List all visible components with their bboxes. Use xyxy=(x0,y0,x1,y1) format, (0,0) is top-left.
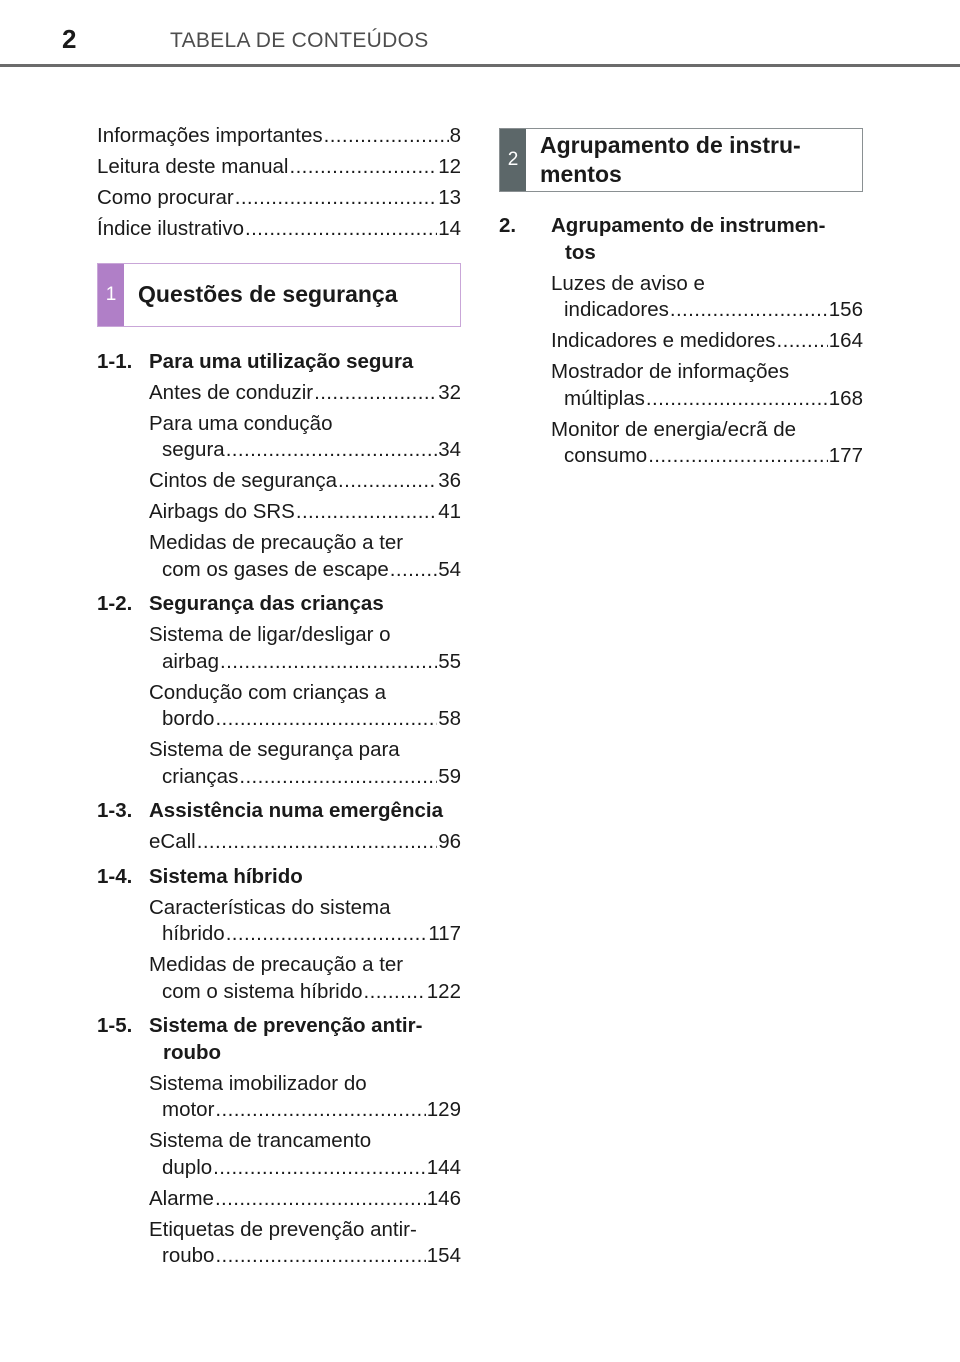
toc-entry-title-line: Monitor de energia/ecrã de xyxy=(551,417,797,441)
leader-dots xyxy=(197,829,437,856)
leader-dots xyxy=(226,921,428,948)
toc-entry[interactable] xyxy=(551,417,863,470)
toc-entry-page: 58 xyxy=(438,707,461,730)
toc-entry-title-line: Sistema de trancamento xyxy=(149,1129,372,1152)
toc-entry-page: 144 xyxy=(426,1155,461,1179)
toc-entry[interactable] xyxy=(149,829,461,856)
subsection-heading[interactable] xyxy=(97,349,461,376)
toc-entry-line xyxy=(149,706,461,733)
toc-left-column xyxy=(97,123,461,1274)
subsection-items xyxy=(97,829,461,856)
subsection-number: 2. xyxy=(499,214,517,237)
section-2-title-line: Agrupamento de instru- xyxy=(540,132,801,158)
subsection-title-line: Agrupamento de instrumen- xyxy=(551,214,826,237)
toc-entry-title: Antes de conduzir xyxy=(149,380,314,404)
toc-entry-line xyxy=(149,557,461,584)
subsection-title-line: Sistema de prevenção antir- xyxy=(149,1014,423,1037)
subsection-title-line: Segurança das crianças xyxy=(149,592,384,615)
toc-entry[interactable] xyxy=(149,1071,461,1124)
toc-entry[interactable] xyxy=(149,1217,461,1270)
toc-entry[interactable] xyxy=(149,1186,461,1213)
section-2-title-line: mentos xyxy=(540,161,622,187)
subsection-title xyxy=(149,864,461,891)
front-matter-list xyxy=(97,123,461,243)
page-header xyxy=(0,0,960,66)
toc-entry-line xyxy=(149,380,461,407)
subsection-number: 1-2. xyxy=(97,592,133,615)
toc-entry-line xyxy=(149,1186,461,1213)
subsection-number: 1-1. xyxy=(97,349,133,373)
toc-entry-line xyxy=(149,764,461,791)
toc-entry-title-line: Mostrador de informações xyxy=(551,360,790,383)
section-1-number: 1 xyxy=(105,283,117,305)
subsection-heading[interactable] xyxy=(499,213,863,266)
header-rule xyxy=(0,64,960,67)
toc-entry-line xyxy=(149,1243,461,1270)
toc-entry-page: 55 xyxy=(438,649,461,673)
subsection-title xyxy=(149,1013,461,1066)
subsection-title xyxy=(149,591,461,618)
toc-entry-page: 13 xyxy=(438,186,461,209)
toc-entry-title-line: Sistema imobilizador do xyxy=(149,1071,367,1095)
leader-dots xyxy=(314,380,437,407)
leader-dots xyxy=(215,1186,426,1213)
section-2-title xyxy=(540,129,852,191)
section-1-title: Questões de segurança xyxy=(138,281,398,307)
leader-dots xyxy=(235,185,437,212)
toc-entry-title-line: Sistema de segurança para xyxy=(149,738,400,761)
toc-entry[interactable] xyxy=(149,499,461,526)
leader-dots xyxy=(289,154,437,181)
leader-dots xyxy=(220,649,437,676)
toc-entry-title: roubo xyxy=(162,1244,215,1267)
toc-entry-title: múltiplas xyxy=(564,386,645,410)
leader-dots xyxy=(296,499,437,526)
toc-entry-page: 36 xyxy=(438,469,461,492)
toc-entry-page: 12 xyxy=(438,155,461,178)
toc-entry-title: crianças xyxy=(162,764,239,788)
section-2-number: 2 xyxy=(507,149,519,170)
toc-entry-title: com os gases de escape xyxy=(162,557,389,581)
subsection-heading[interactable] xyxy=(97,798,461,825)
toc-entry[interactable] xyxy=(97,154,461,181)
toc-entry-title: segura xyxy=(162,438,225,461)
toc-entry-title: Cintos de segurança xyxy=(149,469,338,492)
subsection-title xyxy=(149,798,461,825)
leader-dots xyxy=(239,764,437,791)
subsection-title-line: roubo xyxy=(163,1040,222,1064)
leader-dots xyxy=(215,1097,425,1124)
toc-entry[interactable] xyxy=(149,622,461,675)
toc-entry[interactable] xyxy=(149,680,461,733)
subsection-heading[interactable] xyxy=(97,591,461,618)
toc-entry-line xyxy=(149,468,461,495)
subsection-items xyxy=(499,271,863,470)
toc-entry-title: Indicadores e medidores xyxy=(551,329,776,352)
leader-dots xyxy=(215,706,437,733)
toc-entry[interactable] xyxy=(149,952,461,1005)
toc-entry-page: 156 xyxy=(828,298,863,321)
subsection-number: 1-4. xyxy=(97,864,133,888)
toc-entry-page: 34 xyxy=(438,438,461,461)
toc-entry[interactable] xyxy=(149,380,461,407)
toc-entry-title: Airbags do SRS xyxy=(149,500,295,523)
toc-entry[interactable] xyxy=(149,468,461,495)
subsection-heading[interactable] xyxy=(97,864,461,891)
subsection-number: 1-5. xyxy=(97,1014,133,1037)
toc-entry-line xyxy=(149,979,461,1006)
toc-entry-title-line: Medidas de precaução a ter xyxy=(149,531,404,554)
section-2-subsections xyxy=(499,213,863,470)
toc-entry-title: Como procurar xyxy=(97,186,234,209)
toc-entry-line xyxy=(149,1155,461,1182)
toc-entry-title-line: Condução com crianças a xyxy=(149,680,387,704)
toc-entry-title: Informações importantes xyxy=(97,124,323,147)
toc-entry[interactable] xyxy=(551,328,863,355)
toc-entry-page: 122 xyxy=(426,979,461,1003)
toc-entry[interactable] xyxy=(149,895,461,948)
page-number: 2 xyxy=(62,24,77,54)
subsection-items xyxy=(97,895,461,1006)
toc-entry-line xyxy=(551,386,863,413)
leader-dots xyxy=(324,123,449,150)
toc-entry-title: com o sistema híbrido xyxy=(162,979,363,1003)
leader-dots xyxy=(364,979,426,1006)
toc-entry-title-line: Medidas de precaução a ter xyxy=(149,953,404,976)
toc-entry-line xyxy=(149,829,461,856)
toc-entry-line xyxy=(551,328,863,355)
toc-entry-page: 41 xyxy=(438,500,461,523)
toc-entry-title: eCall xyxy=(149,830,196,853)
toc-entry[interactable] xyxy=(149,530,461,583)
subsection-heading[interactable] xyxy=(97,1013,461,1066)
leader-dots xyxy=(338,468,437,495)
toc-entry[interactable] xyxy=(97,123,461,150)
toc-entry-title: Alarme xyxy=(149,1186,214,1210)
toc-entry[interactable] xyxy=(551,271,863,324)
toc-entry-page: 8 xyxy=(449,124,461,147)
subsection-title-line: tos xyxy=(565,240,596,264)
leader-dots xyxy=(648,443,828,470)
header-title: TABELA DE CONTEÚDOS xyxy=(170,29,429,52)
toc-entry-line xyxy=(551,297,863,324)
toc-entry[interactable] xyxy=(551,359,863,412)
toc-entry-line xyxy=(551,443,863,470)
subsection-items xyxy=(97,622,461,790)
toc-entry[interactable] xyxy=(149,737,461,790)
subsection-items xyxy=(97,1071,461,1270)
leader-dots xyxy=(213,1155,426,1182)
toc-entry-title: Índice ilustrativo xyxy=(97,217,244,240)
toc-entry-line xyxy=(149,437,461,464)
toc-entry-title: Leitura deste manual xyxy=(97,155,289,178)
toc-entry-title-line: Etiquetas de prevenção antir- xyxy=(149,1217,417,1241)
toc-entry-page: 154 xyxy=(426,1244,461,1267)
leader-dots xyxy=(777,328,828,355)
section-1-subsections xyxy=(97,349,461,1270)
toc-entry-page: 146 xyxy=(426,1186,461,1210)
leader-dots xyxy=(215,1243,425,1270)
toc-entry-title-line: Para uma condução xyxy=(149,411,333,435)
subsection-title-line: Assistência numa emergência xyxy=(149,799,443,822)
toc-entry-page: 168 xyxy=(828,386,863,410)
toc-entry-page: 177 xyxy=(828,444,863,467)
subsection-title-line: Sistema híbrido xyxy=(149,864,303,888)
toc-entry-page: 129 xyxy=(426,1098,461,1121)
leader-dots xyxy=(226,437,438,464)
toc-entry-page: 164 xyxy=(828,329,863,352)
toc-entry[interactable] xyxy=(149,411,461,464)
toc-entry-title: bordo xyxy=(162,707,215,730)
section-1-header[interactable] xyxy=(97,263,461,327)
subsection-title xyxy=(149,349,461,376)
section-1 xyxy=(97,263,461,1270)
toc-entry-title: indicadores xyxy=(564,298,669,321)
toc-entry-line xyxy=(149,1097,461,1124)
toc-entry-title-line: Características do sistema xyxy=(149,895,391,919)
toc-entry-line xyxy=(149,499,461,526)
leader-dots xyxy=(245,216,437,243)
subsection-title-line: Para uma utilização segura xyxy=(149,349,414,373)
toc-entry-line xyxy=(149,649,461,676)
toc-entry-title-line: Luzes de aviso e xyxy=(551,271,705,295)
toc-entry-title: airbag xyxy=(162,649,219,673)
toc-entry-title-line: Sistema de ligar/desligar o xyxy=(149,623,391,646)
leader-dots xyxy=(646,386,828,413)
toc-entry-page: 59 xyxy=(438,764,461,788)
toc-entry[interactable] xyxy=(97,185,461,212)
toc-entry-page: 14 xyxy=(438,217,461,240)
leader-dots xyxy=(670,297,828,324)
toc-entry-page: 54 xyxy=(438,557,461,581)
leader-dots xyxy=(390,557,437,584)
section-2-header[interactable] xyxy=(499,128,863,192)
toc-entry-title: híbrido xyxy=(162,922,225,945)
toc-entry-line xyxy=(149,921,461,948)
subsection-number: 1-3. xyxy=(97,799,133,822)
toc-entry-title: motor xyxy=(162,1098,215,1121)
toc-entry[interactable] xyxy=(97,216,461,243)
toc-right-column xyxy=(499,128,863,474)
subsection-title xyxy=(551,213,863,266)
toc-entry-title: duplo xyxy=(162,1155,213,1179)
toc-entry-title: consumo xyxy=(564,444,648,467)
toc-entry[interactable] xyxy=(149,1128,461,1181)
toc-entry-page: 32 xyxy=(438,380,461,404)
toc-entry-page: 117 xyxy=(428,922,461,945)
toc-entry-page: 96 xyxy=(438,830,461,853)
subsection-items xyxy=(97,380,461,584)
